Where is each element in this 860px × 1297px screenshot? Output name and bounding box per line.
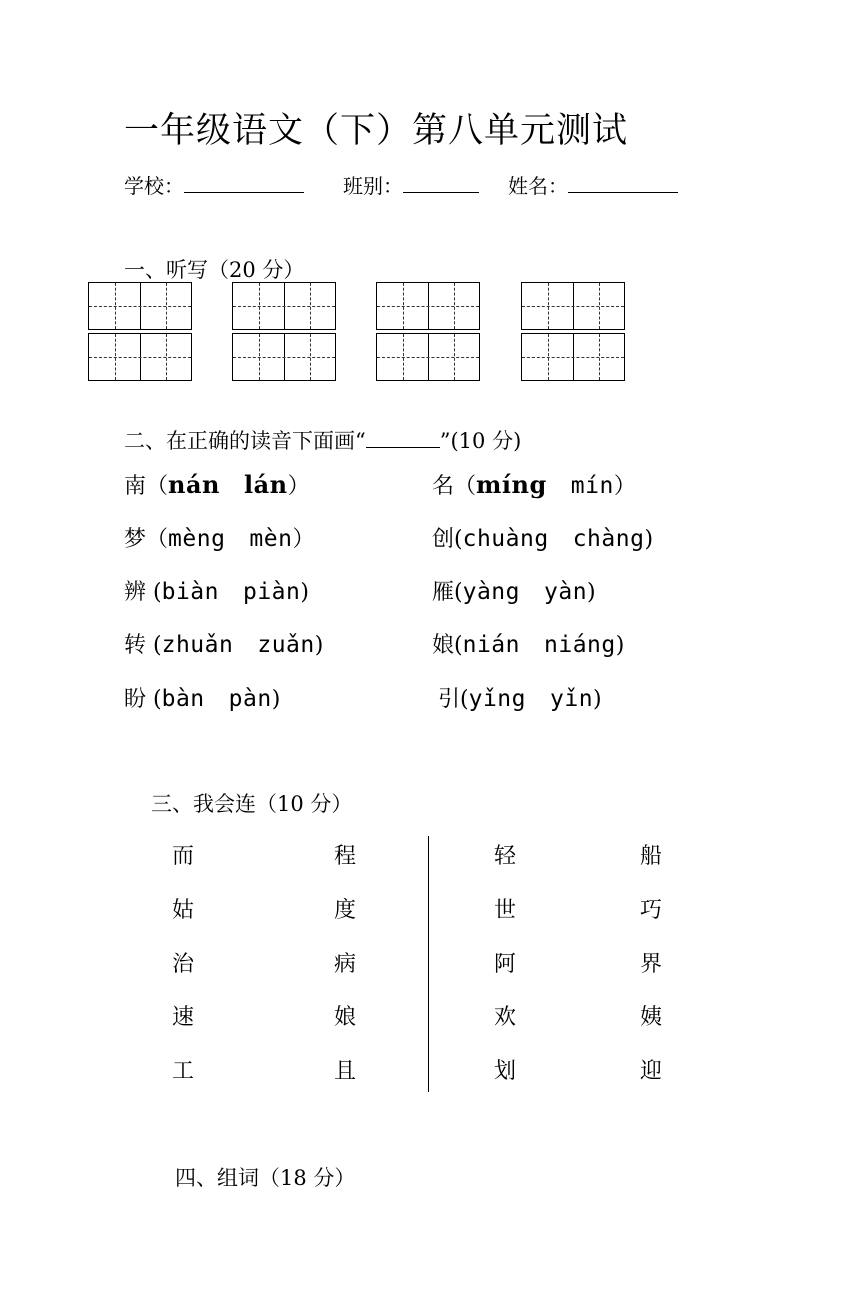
open-paren: ( bbox=[146, 687, 162, 712]
pinyin-option-a[interactable]: bàn bbox=[161, 686, 205, 712]
section1-heading: 一、听写（20 分） bbox=[124, 258, 305, 282]
dictation-grid[interactable] bbox=[376, 333, 480, 381]
pinyin-option-b[interactable]: zuǎn bbox=[257, 632, 315, 658]
section2-heading-suffix: ”(10 分) bbox=[439, 429, 522, 453]
pinyin-item-right bbox=[432, 468, 636, 504]
hanzi: 创 bbox=[432, 527, 455, 552]
pinyin-option-b[interactable]: lán bbox=[243, 470, 288, 499]
class-blank[interactable] bbox=[403, 170, 479, 193]
section2-heading bbox=[124, 427, 521, 455]
open-paren: （ bbox=[146, 527, 169, 552]
close-paren: ) bbox=[587, 580, 596, 605]
pinyin-option-a[interactable]: mèng bbox=[168, 526, 226, 552]
school-field bbox=[124, 170, 304, 200]
pinyin-option-b[interactable]: yǐn bbox=[550, 686, 594, 712]
dictation-grid[interactable] bbox=[88, 282, 192, 330]
close-paren: ) bbox=[300, 580, 309, 605]
name-field bbox=[508, 170, 678, 200]
match-char[interactable]: 度 bbox=[334, 898, 357, 923]
open-paren: ( bbox=[454, 633, 463, 658]
open-paren: （ bbox=[454, 474, 477, 499]
dictation-grid[interactable] bbox=[232, 333, 336, 381]
hanzi: 娘 bbox=[432, 633, 455, 658]
match-char[interactable]: 阿 bbox=[494, 952, 517, 977]
pinyin-option-a[interactable]: chuàng bbox=[462, 526, 549, 552]
section2-heading-prefix: 二、在正确的读音下面画“ bbox=[124, 429, 366, 453]
pinyin-item-right bbox=[432, 627, 624, 663]
hanzi: 辨 bbox=[124, 580, 147, 605]
match-char[interactable]: 病 bbox=[334, 952, 357, 977]
pinyin-item-left bbox=[124, 574, 309, 610]
match-char[interactable]: 治 bbox=[172, 952, 195, 977]
close-paren: ) bbox=[271, 687, 281, 712]
open-paren: （ bbox=[146, 474, 169, 499]
pinyin-option-a[interactable]: yǐng bbox=[468, 686, 526, 712]
pinyin-item-left bbox=[124, 627, 323, 663]
match-char[interactable]: 船 bbox=[640, 844, 663, 869]
close-paren: ) bbox=[615, 633, 625, 658]
match-char[interactable]: 迎 bbox=[640, 1059, 663, 1084]
close-paren: ） bbox=[613, 474, 636, 499]
pinyin-option-b[interactable]: pàn bbox=[228, 686, 272, 712]
pinyin-item-right bbox=[438, 681, 602, 717]
pinyin-option-b[interactable]: mèn bbox=[249, 526, 293, 552]
match-char[interactable]: 欢 bbox=[494, 1005, 517, 1030]
hanzi: 引 bbox=[438, 687, 461, 712]
pinyin-option-a[interactable]: biàn bbox=[161, 579, 219, 605]
pinyin-option-a[interactable]: nán bbox=[168, 470, 220, 499]
section4-heading: 四、组词（18 分） bbox=[175, 1166, 356, 1190]
hanzi: 盼 bbox=[124, 687, 147, 712]
close-paren: ） bbox=[292, 527, 315, 552]
open-paren: ( bbox=[146, 580, 162, 605]
pinyin-option-a[interactable]: nián bbox=[462, 632, 520, 658]
match-char[interactable]: 世 bbox=[494, 898, 517, 923]
pinyin-option-a[interactable]: yàng bbox=[462, 579, 520, 605]
hanzi: 雁 bbox=[432, 580, 455, 605]
school-blank[interactable] bbox=[184, 170, 304, 193]
match-char[interactable]: 界 bbox=[640, 952, 663, 977]
pinyin-option-b[interactable]: niáng bbox=[544, 632, 616, 658]
pinyin-option-b[interactable]: chàng bbox=[572, 526, 645, 552]
pinyin-option-b[interactable]: mín bbox=[570, 473, 614, 499]
close-paren: ） bbox=[287, 474, 310, 499]
school-label: 学校： bbox=[124, 174, 184, 198]
hanzi: 南 bbox=[124, 474, 147, 499]
pinyin-option-b[interactable]: yàn bbox=[544, 579, 588, 605]
pinyin-option-a[interactable]: zhuǎn bbox=[161, 632, 234, 658]
match-char[interactable]: 且 bbox=[334, 1059, 357, 1084]
open-paren: ( bbox=[146, 633, 162, 658]
name-blank[interactable] bbox=[568, 170, 678, 193]
pinyin-option-b[interactable]: piàn bbox=[242, 579, 301, 605]
open-paren: ( bbox=[454, 580, 463, 605]
class-field bbox=[343, 170, 479, 200]
pinyin-item-left bbox=[124, 468, 310, 504]
pinyin-item-right bbox=[432, 574, 596, 610]
match-char[interactable]: 速 bbox=[172, 1005, 195, 1030]
section3-heading: 三、我会连（10 分） bbox=[151, 792, 353, 816]
match-divider bbox=[428, 836, 429, 1092]
match-char[interactable]: 姨 bbox=[640, 1005, 663, 1030]
dictation-grid[interactable] bbox=[88, 333, 192, 381]
pinyin-item-left bbox=[124, 681, 280, 717]
match-char[interactable]: 巧 bbox=[640, 898, 663, 923]
match-char[interactable]: 而 bbox=[172, 844, 195, 869]
name-label: 姓名： bbox=[508, 174, 568, 198]
dictation-grid[interactable] bbox=[521, 282, 625, 330]
match-char[interactable]: 娘 bbox=[334, 1005, 357, 1030]
dictation-grid[interactable] bbox=[376, 282, 480, 330]
hanzi: 梦 bbox=[124, 527, 147, 552]
pinyin-option-a[interactable]: míng bbox=[476, 470, 547, 499]
pinyin-item-right bbox=[432, 521, 653, 557]
close-paren: ) bbox=[314, 633, 324, 658]
dictation-grid[interactable] bbox=[521, 333, 625, 381]
pinyin-item-left bbox=[124, 521, 314, 557]
underline-sample bbox=[366, 427, 440, 448]
match-char[interactable]: 划 bbox=[494, 1059, 517, 1084]
match-char[interactable]: 工 bbox=[172, 1059, 195, 1084]
dictation-grid[interactable] bbox=[232, 282, 336, 330]
page-title: 一年级语文（下）第八单元测试 bbox=[124, 111, 629, 151]
close-paren: ) bbox=[644, 527, 654, 552]
close-paren: ) bbox=[593, 687, 602, 712]
class-label: 班别： bbox=[343, 174, 403, 198]
open-paren: ( bbox=[454, 527, 463, 552]
match-char[interactable]: 程 bbox=[334, 844, 357, 869]
hanzi: 转 bbox=[124, 633, 147, 658]
match-char[interactable]: 姑 bbox=[172, 898, 195, 923]
hanzi: 名 bbox=[432, 474, 455, 499]
match-char[interactable]: 轻 bbox=[494, 844, 517, 869]
open-paren: ( bbox=[460, 687, 469, 712]
